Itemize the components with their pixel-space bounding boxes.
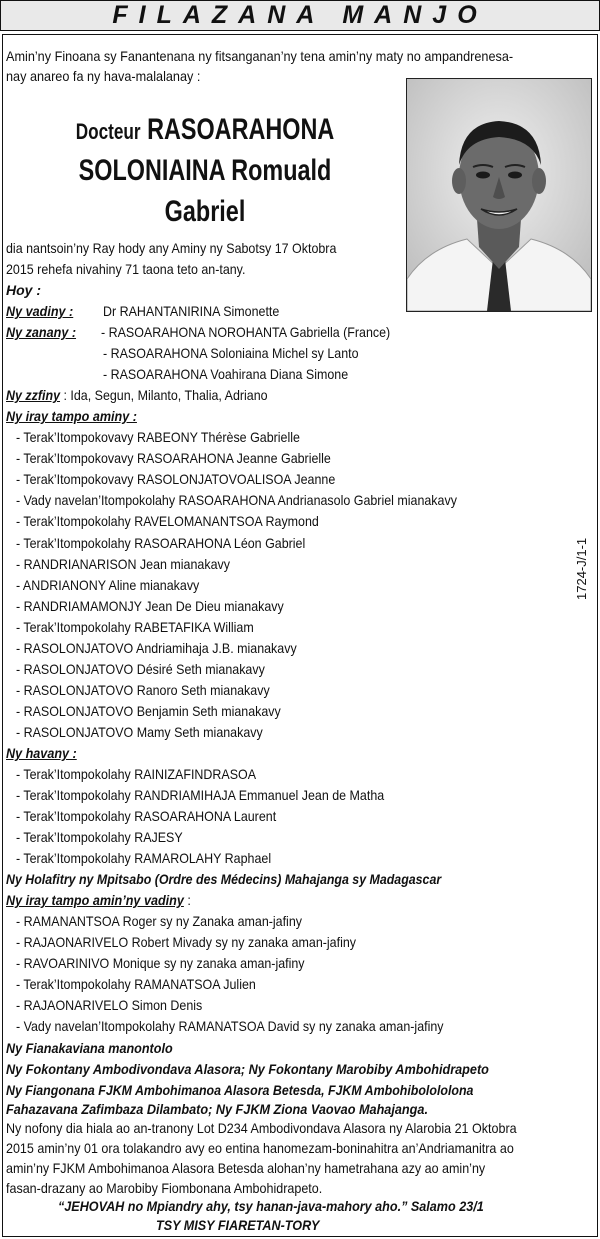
list-item: - Terak’Itompokolahy RAVELOMANANTSOA Raymond bbox=[16, 513, 319, 530]
list-item: - RAMANANTSOA Roger sy ny Zanaka aman-jafiny bbox=[16, 913, 302, 929]
zanany-item: - RASOARAHONA NOROHANTA Gabriella (France) bbox=[101, 324, 391, 340]
list-item: - Terak’Itompokovavy RASOLONJATOVOALISOA Jeanne bbox=[16, 471, 336, 488]
notice-header: FILAZANA MANJO bbox=[0, 0, 600, 31]
intro-line-2: nay anareo fa ny hava-malalanay : bbox=[6, 68, 201, 84]
list-item: - Terak’Itompokovavy RABEONY Thérèse Gabrielle bbox=[16, 429, 300, 445]
list-item: - RASOLONJATOVO Désiré Seth mianakavy bbox=[16, 661, 265, 678]
list-item: - RASOLONJATOVO Mamy Seth mianakavy bbox=[16, 724, 263, 741]
list-item: - Terak’Itompokovavy RASOARAHONA Jeanne Gabrielle bbox=[16, 450, 331, 467]
zanany-item: - RASOARAHONA Soloniaina Michel sy Lanto bbox=[103, 345, 359, 361]
havany-label: Ny havany : bbox=[6, 745, 77, 761]
zanany-item: - RASOARAHONA Voahirana Diana Simone bbox=[103, 366, 349, 382]
list-item: - Terak’Itompokolahy RASOARAHONA Laurent bbox=[16, 808, 277, 824]
burial-line-1: Ny nofony dia hiala ao an-tranony Lot D234 Ambodivondava Alasora ny Alarobia 21 Oktobra bbox=[6, 1120, 517, 1136]
list-item: - RAVOARINIVO Monique sy ny zanaka aman-jafiny bbox=[16, 955, 305, 971]
vadiny-label: Ny vadiny : bbox=[6, 303, 74, 319]
list-item: - ANDRIANONY Aline mianakavy bbox=[16, 576, 200, 593]
holafitry-line: Ny Holafitry ny Mpitsabo (Ordre des Médecins) Mahajanga sy Madagascar bbox=[6, 871, 442, 887]
death-line-2: 2015 rehefa nivahiny 71 taona teto an-tany. bbox=[6, 261, 246, 277]
hoy-label: Hoy : bbox=[6, 282, 41, 298]
title-prefix: Docteur bbox=[75, 119, 141, 144]
reference-code: 1724-J/1-1 bbox=[574, 537, 589, 600]
deceased-name-line-2: SOLONIAINA Romuald bbox=[78, 154, 332, 187]
zafiny-line bbox=[6, 386, 268, 404]
list-item: - RAJAONARIVELO Robert Mivady sy ny zanaka aman-jafiny bbox=[16, 934, 357, 950]
iray-tampo-vadiny-label: Ny iray tampo amin’ny vadiny bbox=[6, 892, 184, 908]
list-item: - Terak’Itompokolahy RAJESY bbox=[16, 829, 183, 845]
zafiny-value: : Ida, Segun, Milanto, Thalia, Adriano bbox=[60, 387, 268, 403]
vadiny-value: Dr RAHANTANIRINA Simonette bbox=[103, 303, 280, 319]
fiangonana-line-1: Ny Fiangonana FJKM Ambohimanoa Alasora Betesda, FJKM Ambohibolololona bbox=[6, 1082, 474, 1098]
list-item: - Terak’Itompokolahy RANDRIAMIHAJA Emmanuel Jean de Matha bbox=[16, 787, 385, 803]
fianakaviana-line: Ny Fianakaviana manontolo bbox=[6, 1040, 173, 1056]
fiangonana-line-2: Fahazavana Zafimbaza Dilambato; Ny FJKM Ziona Vaovao Mahajanga. bbox=[6, 1101, 428, 1117]
verse-line: “JEHOVAH no Mpiandry ahy, tsy hanan-java-mahory aho.” Salamo 23/1 bbox=[58, 1198, 484, 1214]
deceased-surname: RASOARAHONA bbox=[147, 113, 335, 146]
list-item: - Vady navelan’Itompokolahy RAMANATSOA David sy ny zanaka aman-jafiny bbox=[16, 1018, 444, 1034]
deceased-name-line-1 bbox=[53, 112, 357, 150]
death-line-1: dia nantsoin’ny Ray hody any Aminy ny Sabotsy 17 Oktobra bbox=[6, 240, 337, 256]
portrait-photo-icon bbox=[406, 78, 592, 312]
iray-tampo-vadiny-colon: : bbox=[183, 892, 191, 908]
iray-tampo-vadiny-line bbox=[6, 891, 191, 909]
intro-line-1: Amin’ny Finoana sy Fanantenana ny fitsanganan’ny tena amin’ny maty no ampandrenesa- bbox=[6, 48, 514, 64]
tsy-misy-fiaretan-tory: TSY MISY FIARETAN-TORY bbox=[156, 1217, 320, 1233]
list-item: - RANDRIAMAMONJY Jean De Dieu mianakavy bbox=[16, 597, 284, 614]
list-item: - RASOLONJATOVO Benjamin Seth mianakavy bbox=[16, 703, 281, 720]
list-item: - RANDRIANARISON Jean mianakavy bbox=[16, 555, 230, 572]
deceased-name-line-3: Gabriel bbox=[164, 195, 246, 228]
list-item: - RASOLONJATOVO Andriamihaja J.B. mianakavy bbox=[16, 640, 297, 656]
list-item: - Terak’Itompokolahy RASOARAHONA Léon Gabriel bbox=[16, 534, 306, 551]
list-item: - Terak’Itompokolahy RAINIZAFINDRASOA bbox=[16, 766, 257, 782]
list-item: - Terak’Itompokolahy RAMANATSOA Julien bbox=[16, 976, 256, 992]
zafiny-label: Ny zzfiny bbox=[6, 387, 61, 403]
burial-line-2: 2015 amin’ny 01 ora tolakandro avy eo entina hanomezam-boninahitra an’Andriamanitra ao bbox=[6, 1140, 514, 1156]
zanany-label: Ny zanany : bbox=[6, 324, 77, 340]
burial-line-4: fasan-drazany ao Marobiby Fiombonana Ambohidrapeto. bbox=[6, 1180, 323, 1196]
burial-line-3: amin’ny FJKM Ambohimanoa Alasora Betesda alohan’ny hametrahana azy ao amin’ny bbox=[6, 1160, 486, 1176]
list-item: - Terak’Itompokolahy RABETAFIKA William bbox=[16, 618, 254, 635]
iray-tampo-label: Ny iray tampo aminy : bbox=[6, 408, 137, 424]
list-item: - Terak’Itompokolahy RAMAROLAHY Raphael bbox=[16, 850, 272, 866]
list-item: - Vady navelan’Itompokolahy RASOARAHONA Andrianasolo Gabriel mianakavy bbox=[16, 492, 457, 509]
list-item: - RASOLONJATOVO Ranoro Seth mianakavy bbox=[16, 682, 270, 699]
fokontany-line: Ny Fokontany Ambodivondava Alasora; Ny Fokontany Marobiby Ambohidrapeto bbox=[6, 1061, 489, 1077]
list-item: - RAJAONARIVELO Simon Denis bbox=[16, 997, 203, 1013]
